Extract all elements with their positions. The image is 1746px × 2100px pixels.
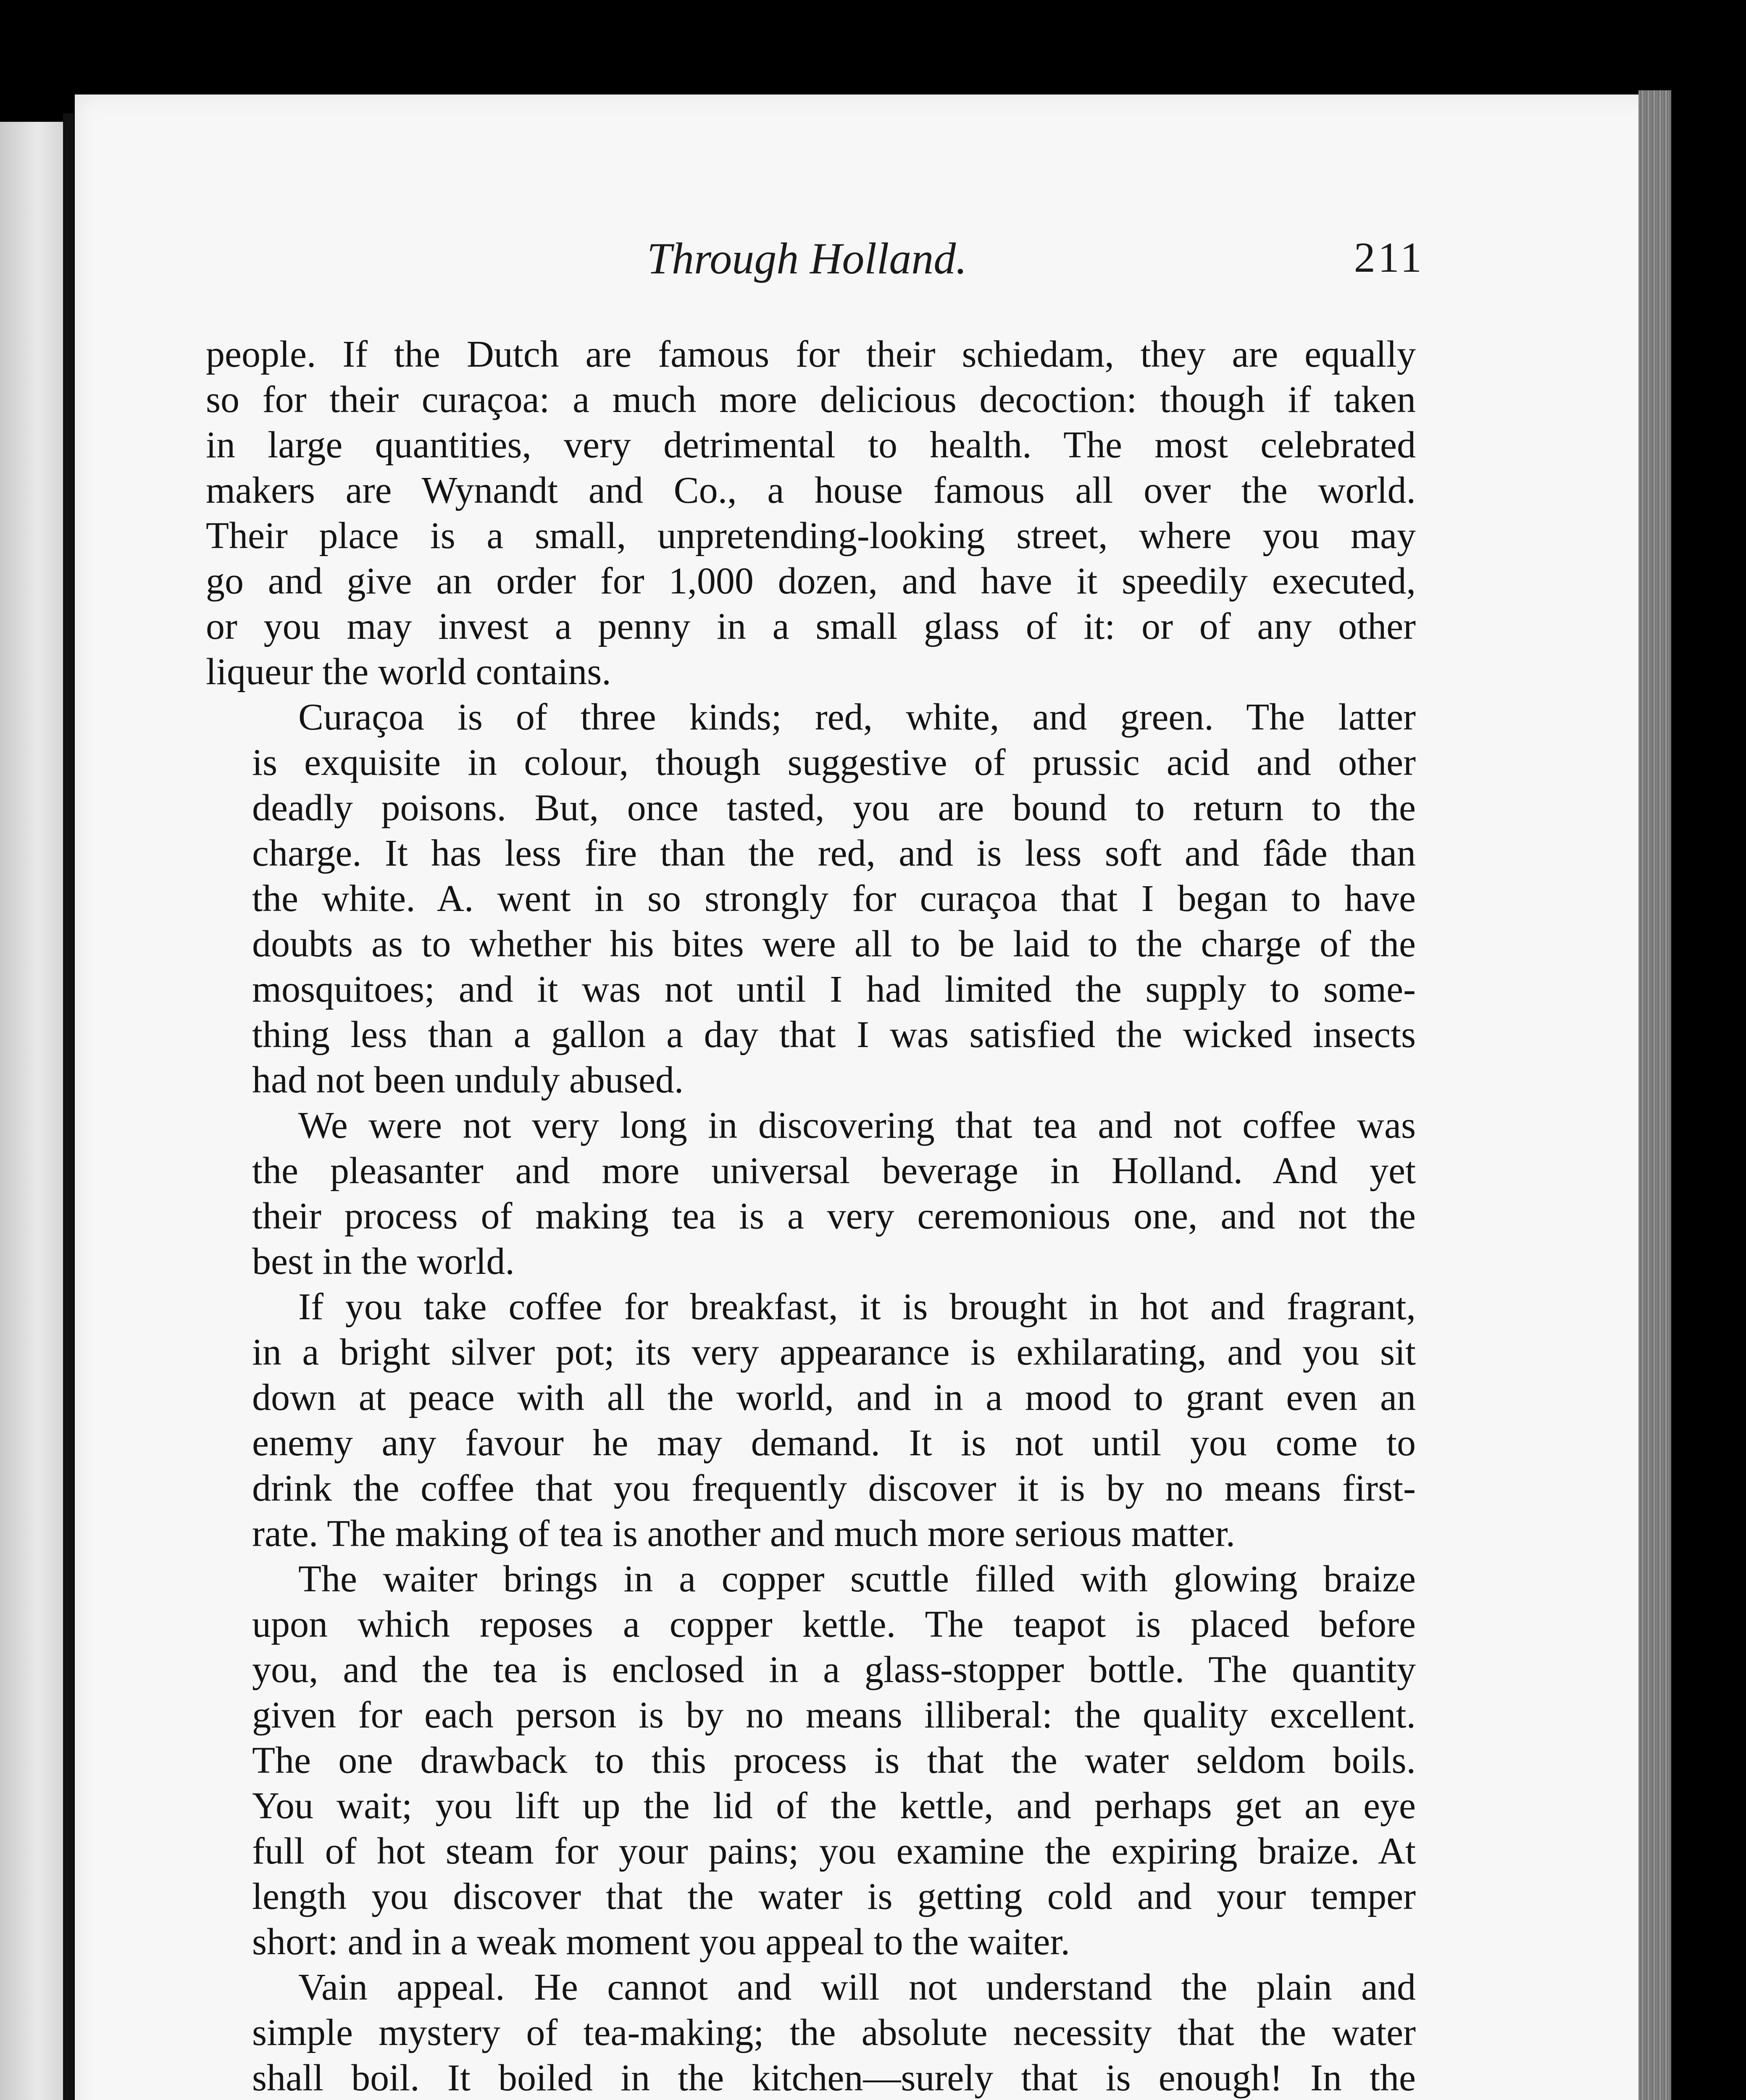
text-line: their process of making tea is a very ceremonious one, and not the xyxy=(252,1195,1416,1237)
text-line: mosquitoes; and it was not until I had limited the supply to some- xyxy=(252,969,1416,1010)
text-line: you, and the tea is enclosed in a glass-stopper bottle. The quantity xyxy=(252,1649,1416,1690)
paragraph xyxy=(206,1557,1416,1965)
text-line: short: and in a weak moment you appeal to the waiter. xyxy=(252,1921,1070,1963)
adjacent-page-sliver xyxy=(0,122,63,2100)
text-line: upon which reposes a copper kettle. The teapot is placed before xyxy=(252,1604,1416,1645)
text-line: Curaçoa is of three kinds; red, white, and green. The latter xyxy=(298,696,1416,738)
text-line: The one drawback to this process is that the water seldom boils. xyxy=(252,1740,1416,1781)
page-header xyxy=(206,233,1424,296)
text-line: given for each person is by no means illiberal: the quality excellent. xyxy=(252,1694,1416,1736)
text-line: people. If the Dutch are famous for their schiedam, they are equally xyxy=(206,333,1416,375)
text-line: down at peace with all the world, and in a mood to grant even an xyxy=(252,1377,1416,1418)
text-line: shall boil. It boiled in the kitchen—surely that is enough! In the xyxy=(252,2057,1416,2099)
text-line: in large quantities, very detrimental to health. The most celebrated xyxy=(206,424,1416,466)
paragraph xyxy=(206,1965,1416,2100)
text-line: the pleasanter and more universal beverage in Holland. And yet xyxy=(252,1150,1416,1192)
running-title: Through Holland. xyxy=(647,234,967,283)
text-line: If you take coffee for breakfast, it is brought in hot and fragrant, xyxy=(298,1286,1416,1328)
page-number: 211 xyxy=(1354,234,1424,281)
text-line: makers are Wynandt and Co., a house famous all over the world. xyxy=(206,470,1416,511)
text-line: Vain appeal. He cannot and will not understand the plain and xyxy=(298,1966,1416,2008)
text-line: charge. It has less fire than the red, and is less soft and fâde than xyxy=(252,832,1416,874)
text-line: length you discover that the water is getting cold and your temper xyxy=(252,1876,1416,1917)
text-line: enemy any favour he may demand. It is not until you come to xyxy=(252,1422,1416,1464)
text-line: doubts as to whether his bites were all to be laid to the charge of the xyxy=(252,923,1416,965)
paragraph xyxy=(206,695,1416,1103)
text-line: liqueur the world contains. xyxy=(206,651,611,693)
text-line: You wait; you lift up the lid of the kettle, and perhaps get an eye xyxy=(252,1785,1416,1827)
page-edges xyxy=(1638,90,1671,2100)
text-line: Their place is a small, unpretending-looking street, where you may xyxy=(206,515,1416,556)
text-line: in a bright silver pot; its very appearance is exhilarating, and you sit xyxy=(252,1331,1416,1373)
text-line: or you may invest a penny in a small glass of it: or of any other xyxy=(206,606,1416,647)
book-gutter xyxy=(63,113,74,2100)
text-line: rate. The making of tea is another and much more serious matter. xyxy=(252,1513,1236,1554)
text-line: We were not very long in discovering that tea and not coffee was xyxy=(298,1105,1416,1146)
text-line: so for their curaçoa: a much more delicious decoction: though if taken xyxy=(206,379,1416,420)
text-line: had not been unduly abused. xyxy=(252,1059,684,1101)
text-line: go and give an order for 1,000 dozen, and have it speedily executed, xyxy=(206,560,1416,602)
text-line: the white. A. went in so strongly for curaçoa that I began to have xyxy=(252,878,1416,919)
text-line: drink the coffee that you frequently discover it is by no means first- xyxy=(252,1467,1416,1509)
paragraph xyxy=(206,1284,1416,1557)
text-line: The waiter brings in a copper scuttle filled with glowing braize xyxy=(298,1558,1416,1600)
text-line: simple mystery of tea-making; the absolute necessity that the water xyxy=(252,2012,1416,2053)
text-line: thing less than a gallon a day that I was satisfied the wicked insects xyxy=(252,1014,1416,1055)
text-line: is exquisite in colour, though suggestive of prussic acid and other xyxy=(252,742,1416,783)
text-line: full of hot steam for your pains; you examine the expiring braize. At xyxy=(252,1830,1416,1872)
paragraph xyxy=(206,1103,1416,1284)
body-text xyxy=(206,332,1416,2100)
paragraph xyxy=(206,332,1416,695)
text-line: best in the world. xyxy=(252,1241,515,1282)
text-line: deadly poisons. But, once tasted, you are bound to return to the xyxy=(252,787,1416,829)
